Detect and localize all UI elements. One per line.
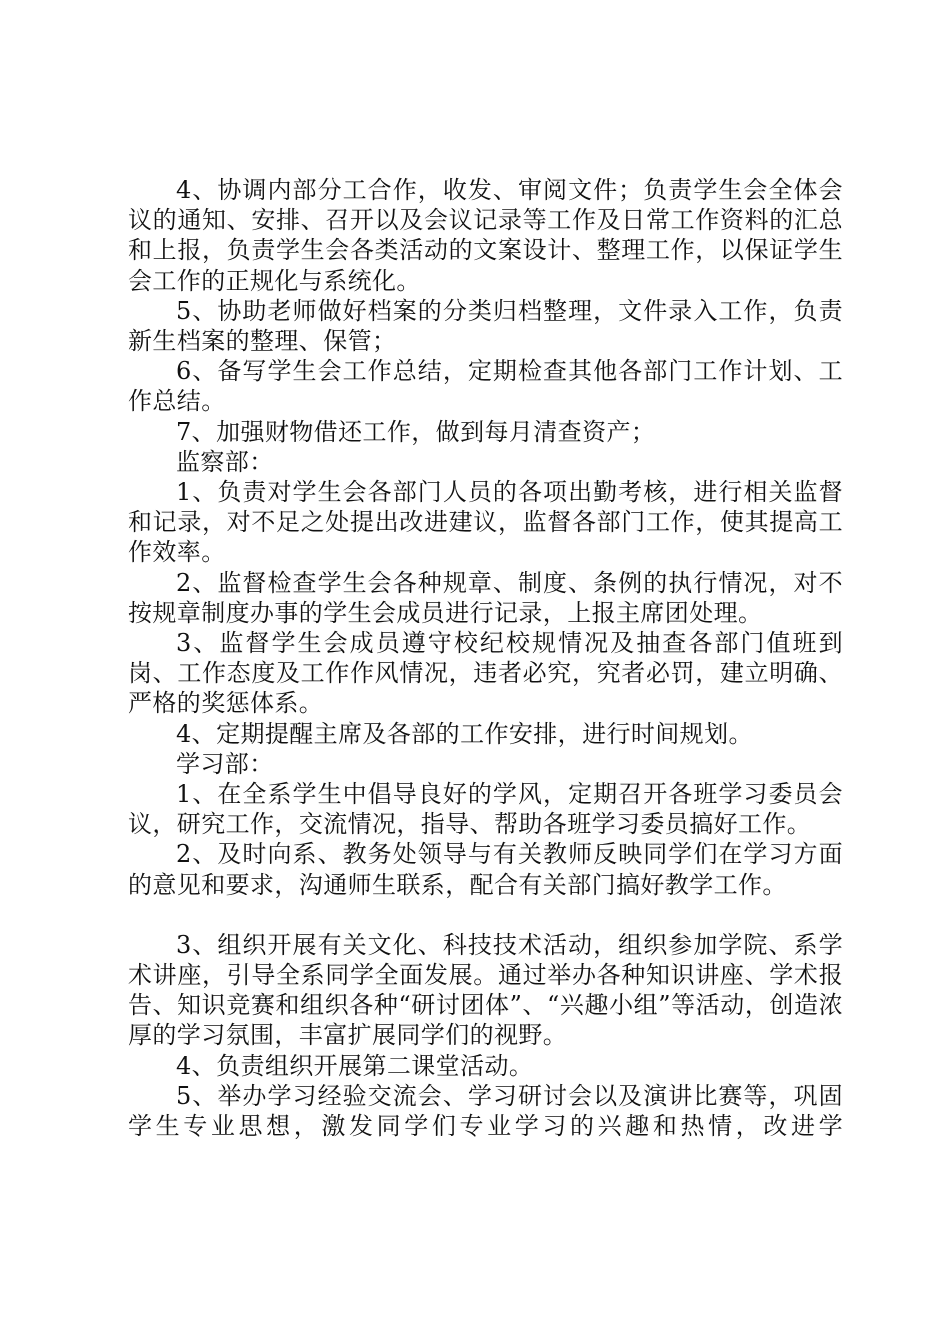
paragraph-secretariat-6: 6、备写学生会工作总结，定期检查其他各部门工作计划、工作总结。 (128, 357, 843, 416)
paragraph-study-2: 2、及时向系、教务处领导与有关教师反映同学们在学习方面的意见和要求，沟通师生联系，配合有关部门搞好教学工作。 (128, 840, 843, 899)
paragraph-supervision-3: 3、监督学生会成员遵守校纪校规情况及抽查各部门值班到岗、工作态度及工作作风情况，违者必究，究者必罚，建立明确、严格的奖惩体系。 (128, 629, 843, 718)
paragraph-supervision-2: 2、监督检查学生会各种规章、制度、条例的执行情况，对不按规章制度办事的学生会成员进行记录，上报主席团处理。 (128, 568, 843, 627)
paragraph-study-5: 5、举办学习经验交流会、学习研讨会以及演讲比赛等，巩固学生专业思想，激发同学们专业学习的兴趣和热情，改进学 (128, 1081, 843, 1141)
paragraph-study-3: 3、组织开展有关文化、科技技术活动，组织参加学院、系学术讲座，引导全系同学全面发展。通过举办各种知识讲座、学术报告、知识竞赛和组织各种“研讨团体”、“兴趣小组”等活动，创造浓厚的学习氛围，丰富扩展同学们的视野。 (128, 930, 843, 1050)
paragraph-secretariat-4: 4、协调内部分工合作，收发、审阅文件；负责学生会全体会议的通知、安排、召开以及会议记录等工作及日常工作资料的汇总和上报，负责学生会各类活动的文案设计、整理工作，以保证学生会工作的正规化与系统化。 (128, 176, 843, 295)
paragraph-supervision-1: 1、负责对学生会各部门人员的各项出勤考核，进行相关监督和记录，对不足之处提出改进建议，监督各部门工作，使其提高工作效率。 (128, 478, 843, 567)
section-heading-supervision: 监察部： (176, 447, 274, 476)
document-body (128, 175, 843, 1141)
paragraph-supervision-4: 4、定期提醒主席及各部的工作安排，进行时间规划。 (176, 719, 753, 748)
section-heading-study: 学习部： (176, 749, 274, 778)
paragraph-study-1: 1、在全系学生中倡导良好的学风，定期召开各班学习委员会议，研究工作，交流情况，指导、帮助各班学习委员搞好工作。 (128, 780, 843, 839)
paragraph-secretariat-5: 5、协助老师做好档案的分类归档整理，文件录入工作，负责新生档案的整理、保管； (128, 296, 843, 356)
paragraph-secretariat-7: 7、加强财物借还工作，做到每月清查资产； (176, 417, 656, 446)
paragraph-study-4: 4、负责组织开展第二课堂活动。 (176, 1051, 534, 1080)
paragraph-spacer (128, 900, 843, 930)
